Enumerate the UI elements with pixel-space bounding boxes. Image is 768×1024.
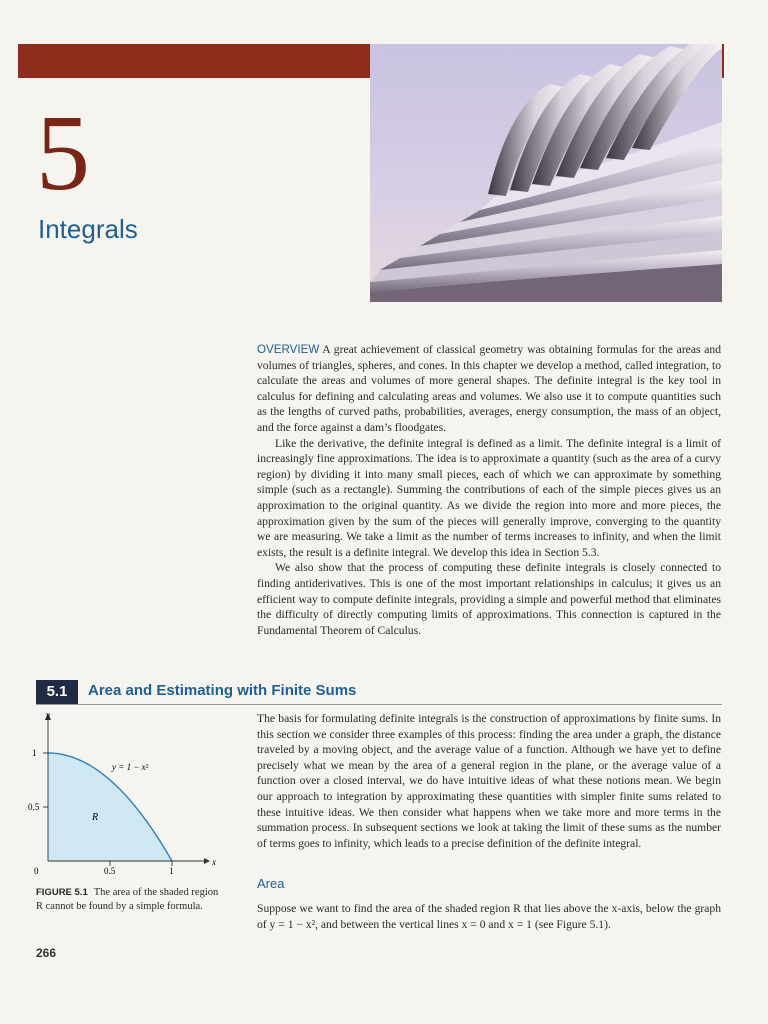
y-tick-label-1: 1 bbox=[32, 748, 37, 758]
section-title: Area and Estimating with Finite Sums bbox=[88, 682, 357, 699]
region-label: R bbox=[92, 812, 99, 823]
chapter-title: Integrals bbox=[38, 214, 138, 244]
figure-caption-text: The area of the shaded region R cannot be found by a simple formula. bbox=[36, 887, 219, 912]
overview-paragraph-1 bbox=[257, 342, 721, 436]
section-number: 5.1 bbox=[36, 680, 78, 704]
x-axis-label: x bbox=[212, 857, 216, 867]
y-tick-label-05: 0.5 bbox=[28, 802, 40, 812]
chapter-opener-photo bbox=[370, 44, 722, 302]
area-paragraph: Suppose we want to find the area of the shaded region R that lies above the x-axis, below the graph of y = 1 − x², and between the vertical lines x = 0 and x = 1 (see Figure 5.1). bbox=[257, 902, 721, 931]
x-tick-label-05: 0.5 bbox=[104, 866, 116, 876]
curve-label: y = 1 − x² bbox=[112, 762, 149, 772]
figure-5-1-graph bbox=[28, 710, 228, 890]
page-number: 266 bbox=[36, 946, 57, 960]
overview-paragraph-2: Like the derivative, the definite integral is defined as a limit. The definite integral is a limit of increasingly fine approximations. The idea is to approximate a quantity (such as the area of a curvy region) by dividing it into many small pieces, each of which we can approximate by something simple (such as a rectangle). Summing the contributions of each of the simple pieces gives us an approximation to the original quantity. As we divide the region into more and more pieces, the approximation given by the sum of the pieces will generally improve, converging to the quantity we are measuring. We take a limit as the number of terms increases to infinity, and when the limit exists, the result is a definite integral. We develop this idea in Section 5.3. bbox=[257, 436, 721, 559]
overview-paragraph-3: We also show that the process of computing these definite integrals is closely connected to finding antiderivatives. This is one of the most important relationships in calculus; it gives us an efficient way to compute definite integrals, providing a simple and powerful method that eliminates the difficulty of directly computing limits of approximations. This connection is captured in the Fundamental Theorem of Calculus. bbox=[257, 561, 721, 637]
overview-paragraph-1-text: A great achievement of classical geometry was obtaining formulas for the areas and volumes of triangles, spheres, and cones. In this chapter we develop a method, called integration, to calculate the areas and volumes of more general shapes. The definite integral is the key tool in calculus for defining and calculating areas and volumes. We also use it to compute quantities such as the lengths of curved paths, probabilities, averages, energy consumption, the mass of an object, and the force against a dam’s floodgates. bbox=[257, 343, 721, 434]
section-heading bbox=[36, 680, 722, 705]
y-axis-label: y bbox=[46, 710, 50, 720]
figure-caption bbox=[36, 886, 224, 914]
x-tick-label-0: 0 bbox=[34, 866, 39, 876]
subsection-heading-area: Area bbox=[257, 876, 285, 891]
shaded-region-r bbox=[48, 753, 172, 861]
figure-label: FIGURE 5.1 bbox=[36, 887, 88, 898]
x-axis-arrow-icon bbox=[204, 858, 210, 864]
chapter-number: 5 bbox=[36, 94, 90, 213]
overview-label: OVERVIEW bbox=[257, 343, 320, 356]
section-intro-text: The basis for formulating definite integrals is the construction of approximations by finite sums. In this section we consider three examples of this process: finding the area under a graph, the distance traveled by a moving object, and the average value of a function. Although we have yet to define precisely what we mean by the area of a general region in the plane, or the average value of a function over a closed interval, we do have intuitive ideas of what these notions mean. We begin our approach to integration by approximating these quantities with simpler finite sums related to these intuitive ideas. We then consider what happens when we take more and more terms in the summation process. In subsequent sections we look at taking the limit of these sums as the number of terms goes to infinity, which leads to a precise definition of the definite integral. bbox=[257, 712, 721, 850]
x-tick-label-1: 1 bbox=[169, 866, 174, 876]
overview-text bbox=[257, 342, 721, 638]
